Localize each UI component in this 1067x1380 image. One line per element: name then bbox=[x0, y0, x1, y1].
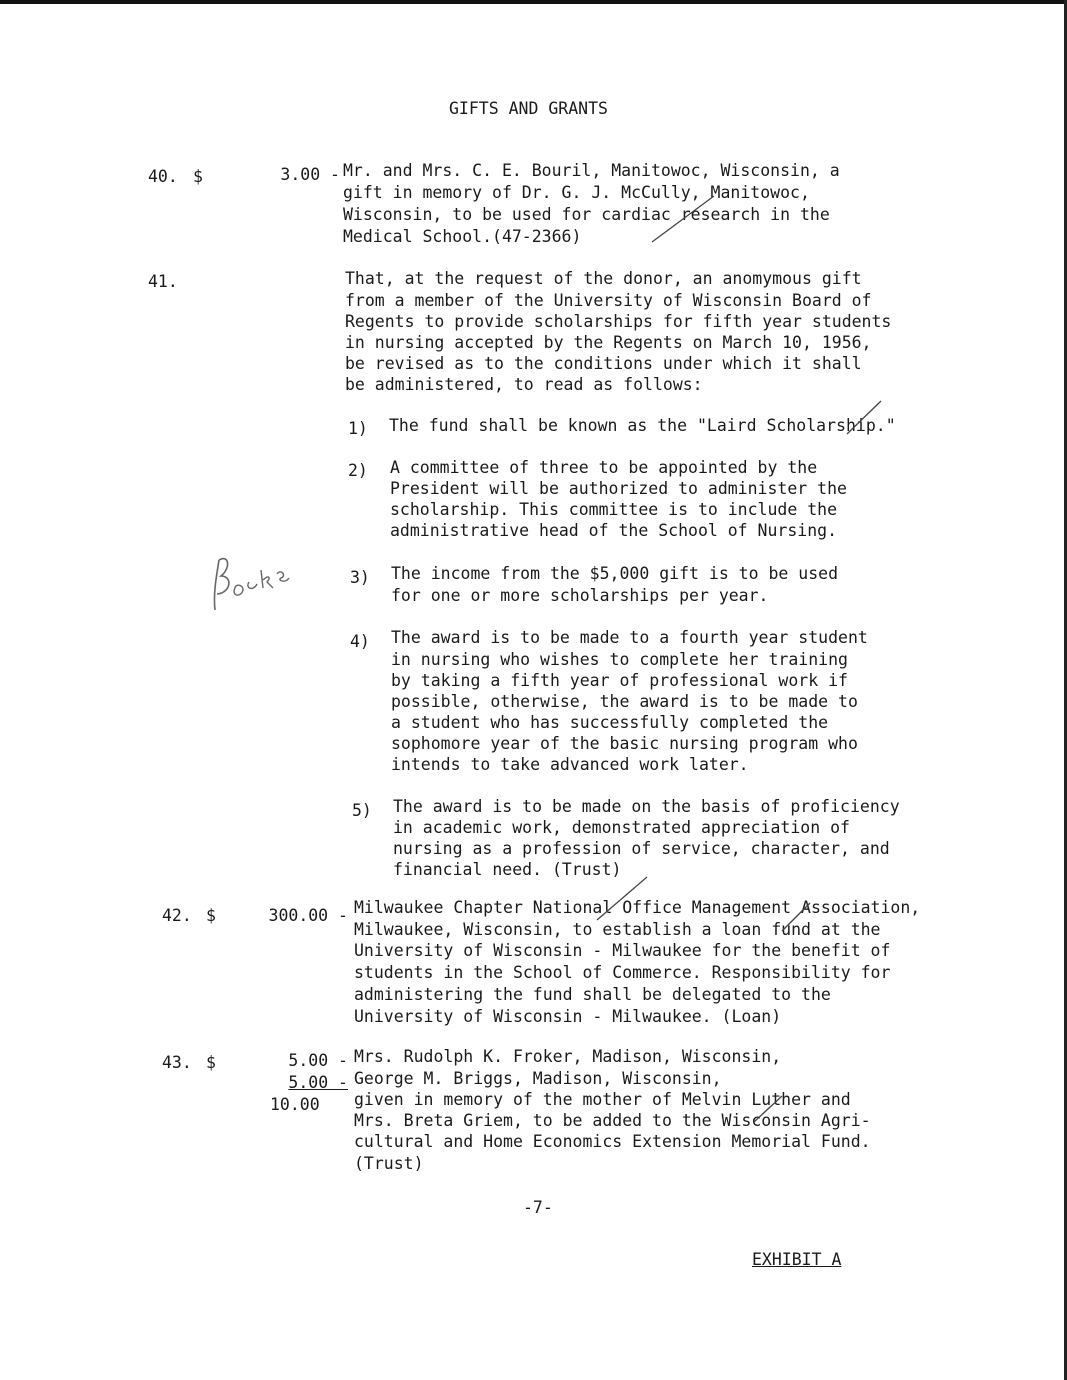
condition-label: 2) bbox=[348, 461, 368, 480]
condition-line: financial need. (Trust) bbox=[393, 860, 622, 879]
check-mark bbox=[650, 192, 720, 244]
check-mark bbox=[780, 900, 814, 934]
item-41-line: in nursing accepted by the Regents on March 10, 1956, bbox=[345, 333, 872, 352]
item-41-line: That, at the request of the donor, an anomymous gift bbox=[345, 269, 862, 288]
check-mark bbox=[845, 398, 885, 438]
item-43-currency: $ bbox=[206, 1053, 216, 1072]
item-43-line: (Trust) bbox=[354, 1154, 424, 1173]
condition-line: nursing as a profession of service, character, and bbox=[393, 839, 890, 858]
condition-label: 3) bbox=[350, 568, 370, 587]
item-42-currency: $ bbox=[206, 906, 216, 925]
item-42-amount: 300.00 - bbox=[268, 906, 348, 925]
item-41-line: Regents to provide scholarships for fifth year students bbox=[345, 312, 892, 331]
item-43-line: George M. Briggs, Madison, Wisconsin, bbox=[354, 1069, 722, 1088]
item-42-number: 42. bbox=[162, 906, 192, 925]
exhibit-label: EXHIBIT A bbox=[752, 1250, 842, 1269]
condition-line: President will be authorized to administer the bbox=[390, 479, 847, 498]
condition-line: The fund shall be known as the "Laird Scholarship." bbox=[389, 416, 896, 435]
item-42-line: students in the School of Commerce. Responsibility for bbox=[354, 963, 891, 982]
item-40-line: Medical School.(47-2366) bbox=[343, 227, 582, 246]
condition-label: 4) bbox=[350, 632, 370, 651]
item-41-number: 41. bbox=[148, 272, 178, 291]
item-42-line: administering the fund shall be delegated to the bbox=[354, 985, 831, 1004]
condition-line: sophomore year of the basic nursing program who bbox=[391, 734, 858, 753]
item-42-line: Milwaukee, Wisconsin, to establish a loan fund at the bbox=[354, 920, 881, 939]
item-40-currency: $ bbox=[193, 167, 203, 186]
item-43-amount: 5.00 - bbox=[288, 1051, 348, 1070]
condition-label: 1) bbox=[348, 419, 368, 438]
page-heading: GIFTS AND GRANTS bbox=[449, 99, 608, 118]
item-42-line: University of Wisconsin - Milwaukee. (Loan) bbox=[354, 1007, 782, 1026]
item-40-amount: 3.00 - bbox=[280, 165, 340, 184]
condition-line: possible, otherwise, the award is to be made to bbox=[391, 692, 858, 711]
condition-line: intends to take advanced work later. bbox=[391, 755, 749, 774]
condition-line: scholarship. This committee is to include the bbox=[390, 500, 838, 519]
item-43-amount: 5.00 - bbox=[288, 1073, 348, 1092]
condition-line: The award is to be made to a fourth year student bbox=[391, 628, 868, 647]
check-mark bbox=[752, 1093, 786, 1125]
item-43-number: 43. bbox=[162, 1053, 192, 1072]
item-43-line: Mrs. Breta Griem, to be added to the Wisconsin Agri- bbox=[354, 1111, 871, 1130]
condition-line: in nursing who wishes to complete her training bbox=[391, 650, 848, 669]
item-40-line: Mr. and Mrs. C. E. Bouril, Manitowoc, Wisconsin, a bbox=[343, 161, 840, 180]
item-42-line: Milwaukee Chapter National Office Management Association, bbox=[354, 898, 921, 917]
condition-line: by taking a fifth year of professional work if bbox=[391, 671, 848, 690]
condition-line: in academic work, demonstrated appreciation of bbox=[393, 818, 850, 837]
condition-line: The award is to be made on the basis of proficiency bbox=[393, 797, 900, 816]
condition-line: for one or more scholarships per year. bbox=[391, 586, 769, 605]
item-43-total: 10.00 bbox=[270, 1095, 320, 1114]
handwritten-note bbox=[205, 548, 295, 618]
item-43-line: cultural and Home Economics Extension Memorial Fund. bbox=[354, 1132, 871, 1151]
top-border bbox=[0, 0, 1067, 4]
condition-line: administrative head of the School of Nursing. bbox=[390, 521, 838, 540]
condition-line: A committee of three to be appointed by the bbox=[390, 458, 818, 477]
item-42-line: University of Wisconsin - Milwaukee for the benefit of bbox=[354, 941, 891, 960]
condition-label: 5) bbox=[352, 801, 372, 820]
item-41-line: be administered, to read as follows: bbox=[345, 375, 703, 394]
item-40-line: gift in memory of Dr. G. J. McCully, Manitowoc, bbox=[343, 183, 810, 202]
item-40-line: Wisconsin, to be used for cardiac research in the bbox=[343, 205, 830, 224]
page-number: -7- bbox=[523, 1198, 553, 1217]
item-43-line: Mrs. Rudolph K. Froker, Madison, Wisconsin, bbox=[354, 1047, 782, 1066]
condition-line: a student who has successfully completed the bbox=[391, 713, 829, 732]
condition-line: The income from the $5,000 gift is to be used bbox=[391, 564, 839, 583]
item-41-line: from a member of the University of Wisconsin Board of bbox=[345, 291, 872, 310]
item-41-line: be revised as to the conditions under which it shall bbox=[345, 354, 862, 373]
item-43-line: given in memory of the mother of Melvin Luther and bbox=[354, 1090, 851, 1109]
item-40-number: 40. bbox=[148, 167, 178, 186]
check-mark bbox=[595, 874, 650, 922]
